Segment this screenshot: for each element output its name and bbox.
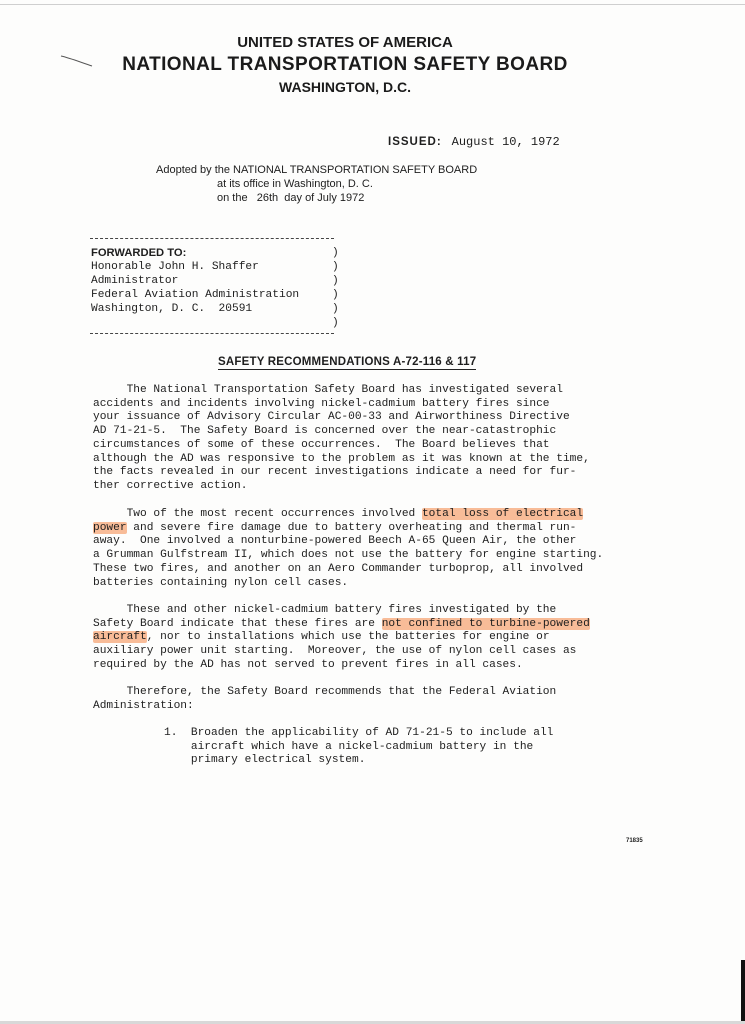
highlighted-text: total loss of electrical bbox=[421, 508, 584, 520]
header-country: UNITED STATES OF AMERICA bbox=[237, 34, 453, 51]
text-line: circumstances of some of these occurrences. The Board believes that bbox=[93, 438, 550, 451]
text-line: the facts revealed in our recent investigations indicate a need for fur- bbox=[93, 466, 577, 479]
scan-edge-right bbox=[741, 960, 745, 1024]
paragraph-1 bbox=[93, 384, 623, 494]
text-line: accidents and incidents involving nickel-cadmium battery fires since bbox=[93, 397, 550, 410]
forwarded-block bbox=[91, 246, 299, 316]
text-line: Administration: bbox=[93, 699, 194, 712]
text-line: away. One involved a nonturbine-powered Beech A-65 Queen Air, the other bbox=[93, 535, 577, 548]
text-line: although the AD was responsive to the problem as it was known at the time, bbox=[93, 452, 590, 465]
scan-edge-top bbox=[0, 4, 745, 5]
header-agency: NATIONAL TRANSPORTATION SAFETY BOARD bbox=[122, 54, 568, 75]
adopted-line: at its office in Washington, D. C. bbox=[217, 178, 373, 190]
text-line: These two fires, and another on an Aero Commander turboprop, all involved bbox=[93, 562, 584, 575]
paragraph-4 bbox=[93, 686, 623, 713]
recommendation-title: SAFETY RECOMMENDATIONS A-72-116 & 117 bbox=[218, 356, 477, 368]
highlighted-text: power bbox=[93, 521, 127, 534]
recommendation-item-1 bbox=[164, 727, 553, 768]
text-line: AD 71-21-5. The Safety Board is concerned over the near-catastrophic bbox=[93, 425, 557, 438]
adopted-block bbox=[156, 163, 477, 205]
address-line: Honorable John H. Shaffer bbox=[91, 261, 259, 273]
text-line: These and other nickel-cadmium battery fires investigated by the bbox=[93, 604, 557, 616]
issued-label: ISSUED: bbox=[388, 136, 442, 148]
text-line bbox=[93, 631, 623, 645]
text-line: your issuance of Advisory Circular AC-00-33 and Airworthiness Directive bbox=[93, 411, 570, 424]
text-line bbox=[93, 618, 623, 632]
address-line: Washington, D. C. 20591 bbox=[91, 303, 253, 315]
text-span: Safety Board indicate that these fires are bbox=[93, 617, 382, 630]
text-line: aircraft which have a nickel-cadmium battery in the bbox=[164, 740, 534, 753]
paragraph-3 bbox=[93, 604, 623, 673]
text-line: Therefore, the Safety Board recommends that the Federal Aviation bbox=[93, 686, 557, 698]
issued-date: August 10, 1972 bbox=[451, 135, 560, 149]
paragraph-2 bbox=[93, 508, 623, 590]
text-line bbox=[93, 522, 623, 536]
text-line: batteries containing nylon cell cases. bbox=[93, 576, 349, 589]
text-span: and severe fire damage due to battery overheating and thermal run- bbox=[126, 521, 577, 534]
adopted-line: Adopted by the NATIONAL TRANSPORTATION SAFETY BOARD bbox=[156, 164, 478, 176]
text-line: ther corrective action. bbox=[93, 479, 248, 492]
text-span: Two of the most recent occurrences involved bbox=[93, 508, 422, 520]
bracket-marks: ) ) ) ) ) ) bbox=[332, 247, 339, 329]
issued-line bbox=[388, 135, 560, 149]
dashed-rule-top bbox=[90, 238, 334, 239]
text-line: The National Transportation Safety Board has investigated several bbox=[93, 384, 563, 396]
reference-number: 71835 bbox=[626, 838, 643, 844]
text-line: 1. Broaden the applicability of AD 71-21-5 to include all bbox=[164, 727, 554, 739]
address-line: Federal Aviation Administration bbox=[91, 289, 300, 301]
highlighted-text: aircraft bbox=[93, 631, 147, 644]
header-city: WASHINGTON, D.C. bbox=[279, 79, 411, 95]
text-line: a Grumman Gulfstream II, which does not use the battery for engine starting. bbox=[93, 549, 604, 562]
forwarded-label: FORWARDED TO: bbox=[91, 247, 187, 259]
text-span: , nor to installations which use the batteries for engine or bbox=[146, 631, 550, 644]
address-line: Administrator bbox=[91, 275, 179, 287]
text-line: primary electrical system. bbox=[164, 754, 366, 767]
adopted-line: on the 26th day of July 1972 bbox=[217, 192, 365, 204]
highlighted-text: not confined to turbine-powered bbox=[381, 617, 590, 630]
text-line bbox=[93, 508, 623, 522]
text-line: auxiliary power unit starting. Moreover, the use of nylon cell cases as bbox=[93, 645, 577, 658]
dashed-rule-bottom bbox=[90, 333, 334, 334]
text-line: required by the AD has not served to prevent fires in all cases. bbox=[93, 658, 523, 671]
